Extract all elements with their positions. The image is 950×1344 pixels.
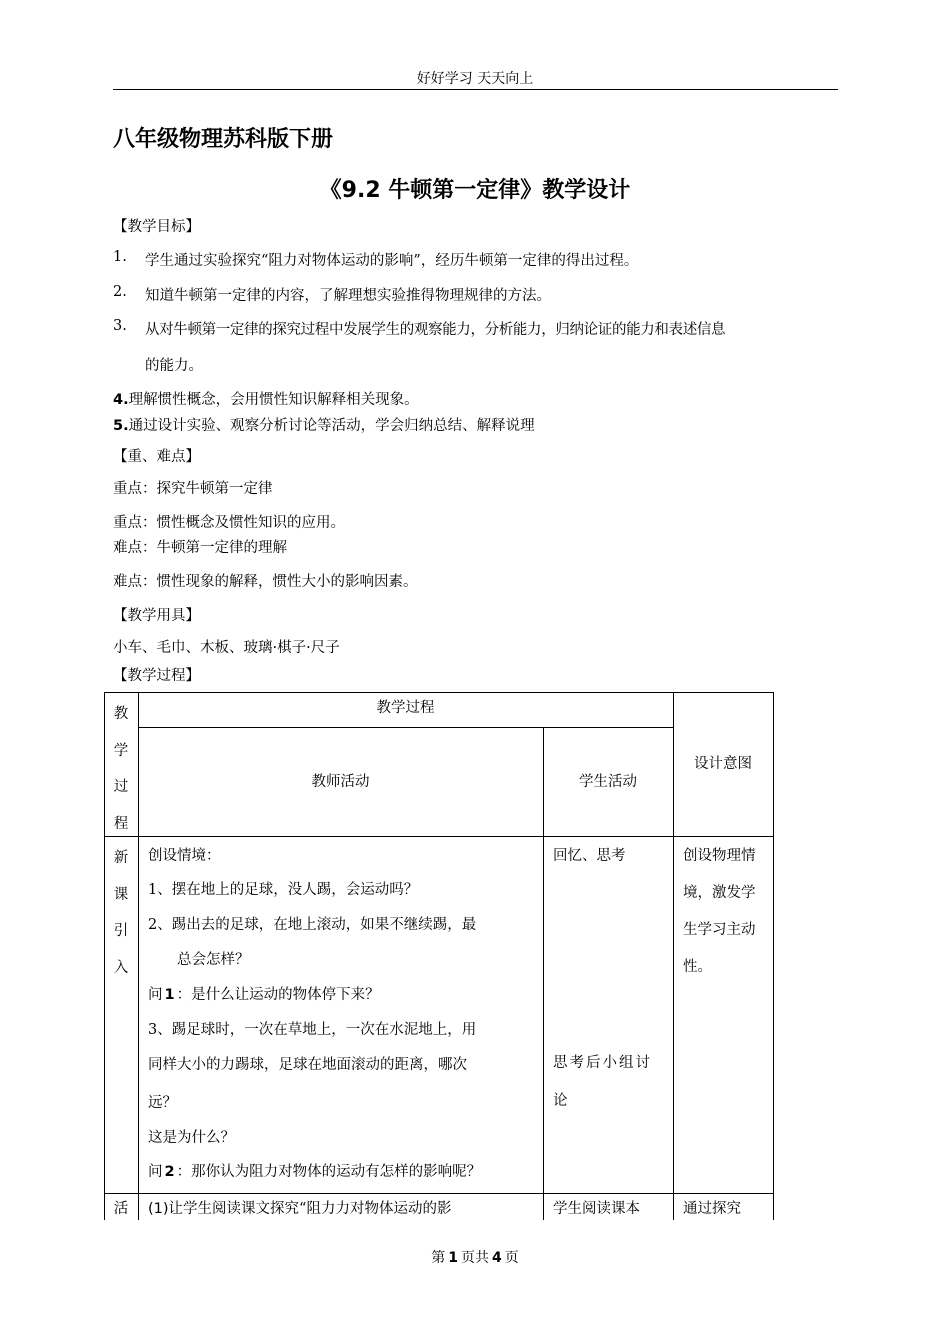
design-intent-2: 通过探究 — [683, 1201, 741, 1217]
design-intent: 生学习主动 — [683, 922, 756, 938]
stage-column-header: 教 学 过 程 — [113, 706, 129, 832]
key-heading: 【重、难点】 — [113, 449, 200, 465]
process-header: 教学过程 — [376, 700, 435, 716]
table-line — [773, 692, 774, 1220]
teacher-activity-2: (1)让学生阅读课文探究“阻力力对物体运动的影 — [148, 1201, 452, 1217]
goal-1-text: 学生通过实验探究“阻力对物体运动的影响”，经历牛顿第一定律的得出过程。 — [145, 253, 639, 269]
teacher-question-1: 问 1 ：是什么让运动的物体停下来？ — [148, 987, 380, 1003]
stage-activity: 活 — [113, 1201, 129, 1217]
table-line — [543, 727, 544, 1220]
teacher-question-2: 问 2 ：那你认为阻力对物体的运动有怎样的影响呢？ — [148, 1164, 482, 1180]
goal-2-text: 知道牛顿第一定律的内容，了解理想实验推得物理规律的方法。 — [145, 288, 551, 304]
design-intent: 创设物理情 — [683, 848, 756, 864]
page-footer: 第 1 页共 4 页 — [431, 1250, 519, 1266]
student-activity: 回忆、思考 — [553, 848, 626, 864]
goal-5-text: 通过设计实验、观察分析讨论等活动，学会归纳总结、解释说理 — [128, 418, 535, 434]
process-heading: 【教学过程】 — [113, 668, 200, 684]
student-activity: 思考后小组讨 — [553, 1055, 652, 1071]
teacher-line: 这是为什么？ — [148, 1130, 235, 1146]
goal-3-number: 3. — [113, 318, 127, 334]
goal-2-number: 2. — [113, 284, 127, 300]
key-point-1: 重点：探究牛顿第一定律 — [113, 481, 273, 497]
goal-5 — [113, 414, 535, 435]
tools-list: 小车、毛巾、木板、玻璃·棋子·尺子 — [113, 640, 340, 656]
goal-3-text: 从对牛顿第一定律的探究过程中发展学生的观察能力，分析能力，归纳论证的能力和表述信息 — [145, 322, 726, 338]
goal-1-number: 1. — [113, 249, 127, 265]
teacher-line: 2、踢出去的足球，在地上滚动，如果不继续踢，最 — [148, 917, 477, 933]
intent-header: 设计意图 — [694, 756, 752, 772]
header-rule — [113, 89, 838, 90]
page-number: 1 — [448, 1250, 458, 1266]
student-activity: 论 — [553, 1093, 568, 1109]
table-line — [138, 727, 674, 728]
teacher-header: 教师活动 — [311, 774, 370, 790]
teacher-line: 总会怎样？ — [177, 952, 250, 968]
document-title: 《9.2 牛顿第一定律》教学设计 — [319, 178, 631, 203]
student-activity-2: 学生阅读课本 — [553, 1201, 640, 1217]
teacher-line: 3、踢足球时，一次在草地上，一次在水泥地上，用 — [148, 1022, 477, 1038]
difficulty-2: 难点：惯性现象的解释，惯性大小的影响因素。 — [113, 574, 418, 590]
design-intent: 境，激发学 — [683, 885, 756, 901]
stage-intro: 新 课 引 入 — [113, 850, 129, 976]
design-intent: 性。 — [683, 959, 712, 975]
subject-heading: 八年级物理苏科版下册 — [113, 127, 334, 152]
goal-5-number: 5. — [113, 418, 129, 434]
goal-3-continuation: 的能力。 — [145, 358, 203, 374]
page-total: 4 — [492, 1250, 502, 1266]
teacher-line: 1、摆在地上的足球，没人踢，会运动吗？ — [148, 882, 419, 898]
goal-4-number: 4. — [113, 392, 129, 408]
tools-heading: 【教学用具】 — [113, 608, 200, 624]
goal-4 — [113, 388, 419, 409]
teacher-line: 远？ — [148, 1095, 177, 1111]
goal-4-text: 理解惯性概念，会用惯性知识解释相关现象。 — [128, 392, 419, 408]
page-header: 好好学习 天天向上 — [416, 71, 534, 87]
difficulty-1: 难点：牛顿第一定律的理解 — [113, 540, 287, 556]
teacher-line: 创设情境： — [148, 848, 221, 864]
student-header: 学生活动 — [579, 774, 637, 790]
teacher-line: 同样大小的力踢球，足球在地面滚动的距离，哪次 — [148, 1057, 467, 1073]
key-point-2: 重点：惯性概念及惯性知识的应用。 — [113, 515, 345, 531]
goals-heading: 【教学目标】 — [113, 219, 200, 235]
